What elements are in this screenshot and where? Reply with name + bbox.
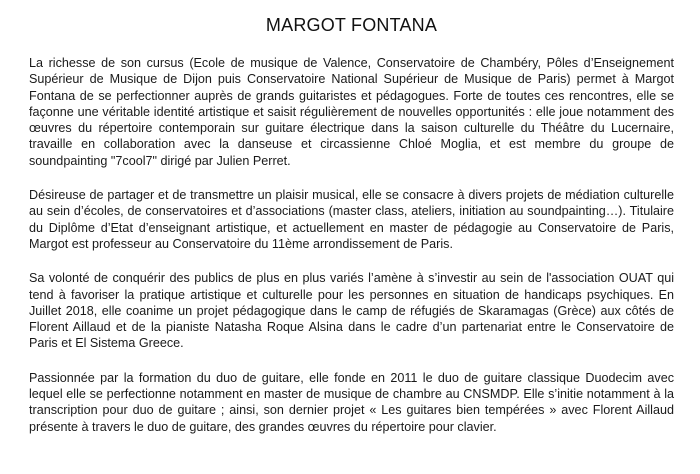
paragraph-cursus: La richesse de son cursus (Ecole de musique de Valence, Conservatoire de Chambéry, Pôles d’Enseignement Supérieur de Musique de Dijon puis Conservatoire National Supérieur de Musique de Paris) permet à Margot Fontana de se perfectionner auprès de grands guitaristes et pédagogues. Forte de toutes ces rencontres, elle se façonne une véritable identité artistique et saisit régulièrement de nouvelles opportunités : elle joue notamment des œuvres du répertoire contemporain sur guitare électrique dans la saison culturelle du Théâtre du Lucernaire, travaille en collaboration avec la danseuse et circassienne Chloé Moglia, et est membre du groupe de soundpainting "7cool7" dirigé par Julien Perret. bbox=[29, 56, 674, 168]
paragraph-mediation: Désireuse de partager et de transmettre un plaisir musical, elle se consacre à divers projets de médiation culturelle au sein d’écoles, de conservatoires et d’associations (master class, ateliers, initiation au soundpainting…). Titulaire du Diplôme d’Etat d’enseignant artistique, et actuellement en master de pédagogie au Conservatoire de Paris, Margot est professeur au Conservatoire du 11ème arrondissement de Paris. bbox=[29, 188, 674, 251]
paragraph-publics: Sa volonté de conquérir des publics de plus en plus variés l’amène à s’investir au sein de l'association OUAT qui tend à favoriser la pratique artistique et culturelle pour les personnes en situation de handicaps psychiques. En Juillet 2018, elle coanime un projet pédagogique dans le camp de réfugiés de Skaramagas (Grèce) aux côtés de Florent Aillaud et de la pianiste Natasha Roque Alsina dans le cadre d’un partenariat entre le Conservatoire de Paris et El Sistema Greece. bbox=[29, 271, 674, 351]
page-title: MARGOT FONTANA bbox=[265, 15, 438, 35]
paragraph-duo: Passionnée par la formation du duo de guitare, elle fonde en 2011 le duo de guitare classique Duodecim avec lequel elle se perfectionne notamment en master de musique de chambre au CNSMDP. Elle s’initie notamment à la transcription pour duo de guitare ; ainsi, son dernier projet « Les guitares bien tempérées » avec Florent Aillaud présente à travers le duo de guitare, des grandes œuvres du répertoire pour clavier. bbox=[29, 370, 674, 434]
